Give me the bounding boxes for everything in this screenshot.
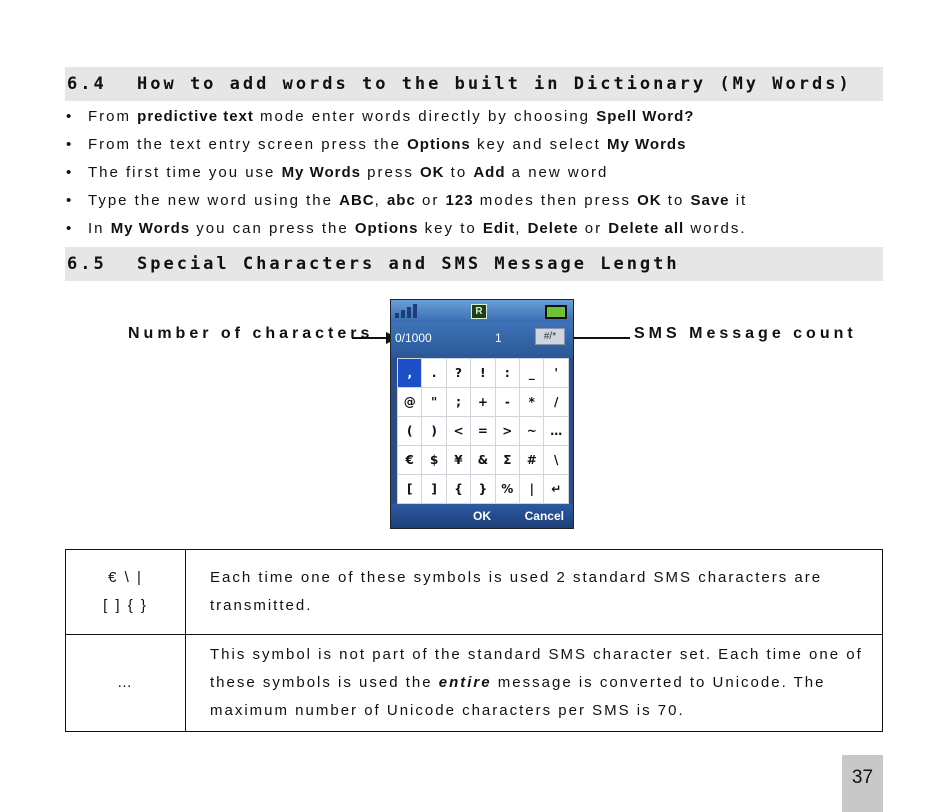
symbol-key[interactable]: Σ [495,446,519,475]
battery-icon [545,305,567,319]
description-text: message is converted to Unicode. The maximum number of Unicode characters per SMS is 70. [210,674,826,719]
bold-term: Options [354,220,419,237]
section-title: Special Characters and SMS Message Length [137,254,680,274]
bold-term: abc [386,192,416,209]
bullet-icon: • [66,192,74,209]
symbol-cell [66,550,186,635]
symbol-key[interactable]: & [471,446,495,475]
text-entry-bar [391,322,573,358]
description-cell: Each time one of these symbols is used 2 standard SMS characters are transmitted. [186,550,883,635]
symbol-key[interactable]: ) [422,417,446,446]
list-item-text: , [515,220,528,237]
symbol-key[interactable]: [ [398,475,422,504]
list-item [66,131,886,159]
symbol-key[interactable]: ' [544,359,569,388]
sms-count: 1 [495,331,502,345]
bold-term: OK [637,192,662,209]
list-item-text: modes then press [473,192,638,209]
label-number-of-characters: Number of characters [128,325,374,342]
list-item [66,215,886,243]
bold-term: Options [407,136,471,153]
symbol-key[interactable]: # [520,446,544,475]
phone-screen [390,299,574,529]
ok-softkey[interactable]: OK [473,509,491,523]
list-item [66,103,886,131]
list-item-text: it [729,192,748,209]
symbol-key[interactable]: | [520,475,544,504]
symbol-key[interactable]: : [495,359,519,388]
symbol-key[interactable]: ~ [520,417,544,446]
list-item-text: In [88,220,111,237]
symbol-key[interactable]: } [471,475,495,504]
bold-term: My Words [110,220,191,237]
symbol-key[interactable]: $ [422,446,446,475]
symbol-key[interactable]: … [544,417,569,446]
section-title: How to add words to the built in Dictionary (My Words) [137,74,852,94]
symbol-key[interactable]: % [495,475,519,504]
symbol-key[interactable]: > [495,417,519,446]
symbol-row [398,388,569,417]
list-item-text: or [415,192,446,209]
symbol-key[interactable]: ¥ [446,446,470,475]
bold-term: Delete all [608,220,685,237]
symbol-key[interactable]: ] [422,475,446,504]
symbol-key[interactable]: - [495,388,519,417]
description-text: This symbol is not part of the standard SMS character set. Each time one of these symbols is used the [210,646,863,691]
symbol-key[interactable]: " [422,388,446,417]
list-item-text: you can press the [190,220,355,237]
special-characters-table [65,549,883,732]
symbol-key[interactable]: ! [471,359,495,388]
list-item-text: From [88,108,138,125]
symbol-row [398,359,569,388]
list-item-text: The first time you use [88,164,282,181]
symbol-key[interactable]: ; [446,388,470,417]
list-item-text: press [360,164,420,181]
symbol-key[interactable]: < [446,417,470,446]
list-item-text: mode enter words directly by choosing [253,108,597,125]
symbol-key[interactable]: + [471,388,495,417]
list-item [66,159,886,187]
list-item-text: a new word [505,164,609,181]
bullet-icon: • [66,108,74,125]
list-item-text: to [444,164,474,181]
bold-term: Delete [527,220,579,237]
symbol-text: [ ] { } [103,597,148,614]
bold-term: Edit [482,220,516,237]
list-item-text: From the text entry screen press the [88,136,408,153]
bold-term: My Words [281,164,361,181]
symbol-key[interactable]: \ [544,446,569,475]
symbol-key[interactable]: ( [398,417,422,446]
section-heading-6-4 [65,67,883,101]
instruction-list [66,103,886,243]
list-item-text: key and select [470,136,608,153]
bold-term: Add [473,164,506,181]
list-item [66,187,886,215]
softkey-bar [391,504,573,528]
symbol-row [398,446,569,475]
symbol-key[interactable]: ↵ [544,475,569,504]
bold-term: 123 [445,192,474,209]
list-item-text: to [661,192,691,209]
status-bar [391,300,573,322]
symbol-grid [397,358,569,504]
section-number: 6.4 [67,74,107,94]
symbol-text: € \ | [108,569,143,586]
symbol-key[interactable]: . [422,359,446,388]
symbol-row [398,475,569,504]
symbol-key[interactable]: , [398,359,422,388]
signal-icon [395,304,423,318]
bold-term: Save [690,192,730,209]
emphasis-text: entire [438,674,492,691]
symbol-key[interactable]: € [398,446,422,475]
list-item-text: Type the new word using the [88,192,340,209]
bold-term: OK [419,164,445,181]
bullet-icon: • [66,220,74,237]
symbol-cell: … [66,635,186,732]
symbol-key[interactable]: _ [520,359,544,388]
character-count: 0/1000 [395,331,432,345]
bold-term: ABC [339,192,375,209]
label-sms-message-count: SMS Message count [634,325,857,342]
symbol-key[interactable]: { [446,475,470,504]
cancel-softkey[interactable]: Cancel [524,509,564,523]
symbol-row [398,417,569,446]
symbol-key[interactable]: / [544,388,569,417]
bold-term: My Words [607,136,687,153]
list-item-text: words. [684,220,747,237]
input-mode-indicator: #/* [535,328,565,345]
table-row [66,635,883,732]
bold-term: Spell Word? [596,108,695,125]
bullet-icon: • [66,136,74,153]
symbol-key[interactable]: @ [398,388,422,417]
section-number: 6.5 [67,254,107,274]
section-heading-6-5 [65,247,883,281]
symbol-key[interactable]: ? [446,359,470,388]
table-row [66,550,883,635]
description-cell [186,635,883,732]
roaming-icon: R [471,304,487,319]
symbol-key[interactable]: = [471,417,495,446]
list-item-text: , [374,192,387,209]
bold-term: predictive text [137,108,254,125]
bullet-icon: • [66,164,74,181]
page-number: 37 [842,755,883,812]
symbol-key[interactable]: * [520,388,544,417]
list-item-text: key to [418,220,483,237]
list-item-text: or [578,220,609,237]
